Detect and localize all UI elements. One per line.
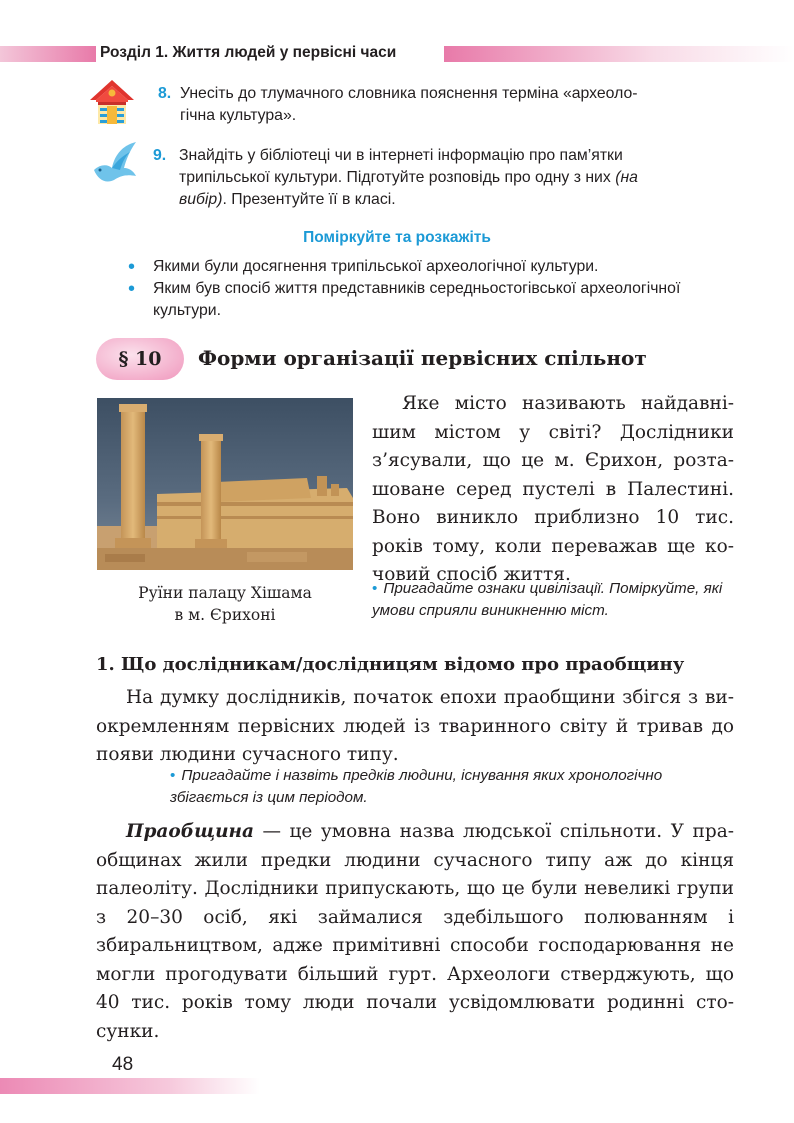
task-9-line-2-text: трипільської культури. Підготуйте розповідь про одну з них <box>179 169 616 186</box>
think-heading: Поміркуйте та розкажіть <box>303 229 491 246</box>
header-band-left <box>0 46 96 62</box>
photo-caption <box>97 582 353 626</box>
term-praobshchyna: Праобщина <box>126 821 255 842</box>
photo-caption-line-2: в м. Єрихоні <box>174 606 276 624</box>
dove-icon <box>90 140 140 186</box>
paragraph-1-text: На думку дослідників, початок епохи праобщини збігся з виокремленням первісних людей із тваринного світу й тривав до появи людини сучасного типу. <box>96 687 734 765</box>
section-title: Форми організації первісних спільнот <box>198 346 647 370</box>
footer-band <box>0 1078 260 1094</box>
ruins-photo <box>97 398 353 570</box>
think-item-2: • Яким був спосіб життя представників середньостогівської археологічної культури. <box>128 278 738 322</box>
task-9-italic-closing: вибір) <box>179 191 223 208</box>
task-9-line-2 <box>179 167 743 189</box>
bullet-icon: • <box>372 580 378 597</box>
subsection-note <box>170 765 736 808</box>
task-9-line-1: Знайдіть у бібліотеці чи в інтернеті інформацію про пам’ятки <box>179 147 623 164</box>
task-8 <box>158 83 738 127</box>
task-8-line-1: Унесіть до тлумачного словника пояснення терміна «археоло- <box>180 85 638 102</box>
section-number-badge: § 10 <box>96 338 184 380</box>
section-intro <box>372 390 734 590</box>
paragraph-2-text: — це умовна назва людської спільноти. У праобщинах жили предки людини сучасного типу аж до кінця палеоліту. Дослідники припускають, що це були невеликі групи з 20–30 осіб, які займалися здебільшого полюванням і збиральництвом, адже примітивні способи господарювання не могли прогодувати більший гурт. Археологи стверджують, що 40 тис. років тому люди почали усвідомлювати родинні стосунки. <box>96 821 734 1042</box>
task-9-tail: . Презентуйте її в класі. <box>222 191 396 208</box>
page-number: 48 <box>112 1054 134 1075</box>
intro-note-text: Пригадайте ознаки цивілізації. Поміркуйте, які умови сприяли виникненню міст. <box>372 580 723 619</box>
think-item-1: • Якими були досягнення трипільської археологічної культури. <box>128 256 738 278</box>
photo-caption-line-1: Руїни палацу Хішама <box>138 584 312 602</box>
paragraph-2 <box>96 818 734 1046</box>
task-9 <box>153 145 743 211</box>
task-9-italic-opening: (на <box>615 169 638 186</box>
task-8-line-2: гічна культура». <box>180 107 297 124</box>
house-icon <box>88 78 136 126</box>
header-band-right <box>444 46 794 62</box>
intro-note <box>372 578 736 621</box>
paragraph-1 <box>96 684 734 770</box>
task-8-number: 8. <box>158 85 172 102</box>
task-9-line-3 <box>179 189 743 211</box>
section-intro-text: Яке місто називають найдавнішим містом у світі? Дослідники з’ясували, що це м. Єрихон, розташоване серед пустелі в Палестині. Воно виникло приблизно 10 тис. років тому, коли переважав ще кочовий спосіб життя. <box>372 393 734 585</box>
subsection-note-text: Пригадайте і назвіть предків людини, існування яких хронологічно збігається із цим періодом. <box>170 767 663 806</box>
chapter-title: Розділ 1. Життя людей у первісні часи <box>100 44 397 61</box>
think-list <box>128 256 738 322</box>
bullet-icon: • <box>170 767 176 784</box>
task-9-number: 9. <box>153 147 167 164</box>
subsection-title: 1. Що дослідникам/дослідницям відомо про праобщину <box>96 654 685 675</box>
